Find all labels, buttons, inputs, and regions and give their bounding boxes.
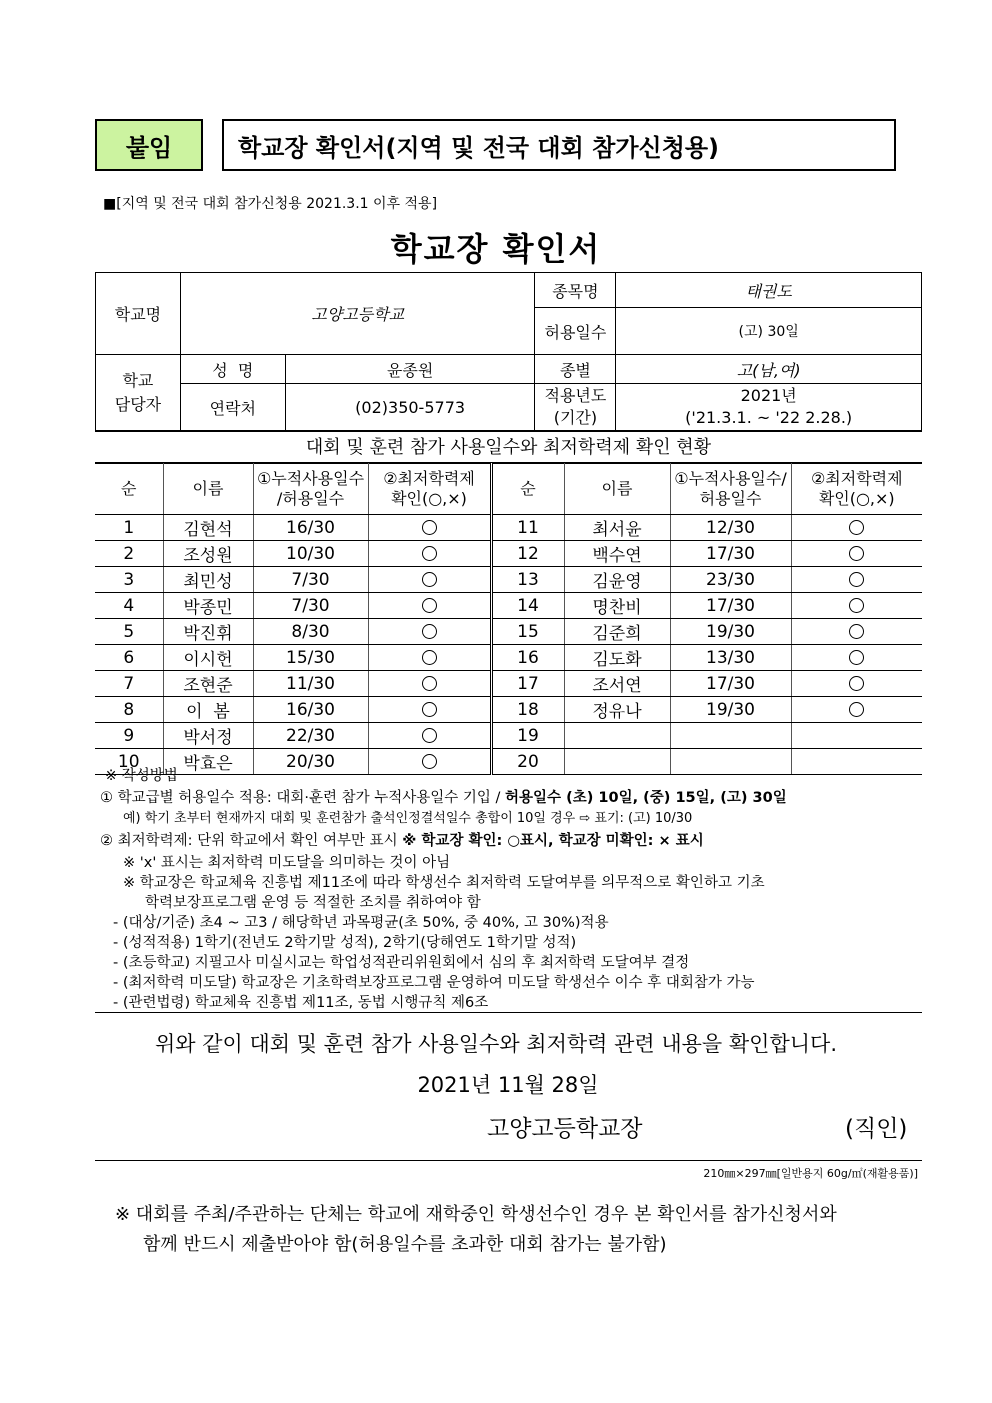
student-no: 10	[95, 749, 163, 775]
table-row	[95, 671, 922, 697]
student-no: 19	[491, 723, 564, 749]
table-row	[95, 593, 922, 619]
footer-note-continued: 함께 반드시 제출받아야 함(허용일수를 초과한 대회 참가는 불가함)	[143, 1234, 667, 1255]
student-name: 박진휘	[163, 619, 253, 645]
circle-check-icon	[849, 624, 864, 639]
min-academic-check	[368, 723, 491, 749]
student-no: 20	[491, 749, 564, 775]
instruction-line: - (최저학력 미도달) 학교장은 기초학력보장프로그램 운영하여 미도달 학생선수 이수 후 대회참가 가능	[113, 975, 755, 991]
student-no: 4	[95, 593, 163, 619]
student-no: 13	[491, 567, 564, 593]
instructions-title: ※ 작성방법	[105, 768, 178, 784]
min-academic-check	[791, 541, 922, 567]
student-no: 5	[95, 619, 163, 645]
period-value: ('21.3.1. ~ '22 2.28.)	[685, 408, 853, 427]
student-name: 명찬비	[564, 593, 670, 619]
student-no: 9	[95, 723, 163, 749]
contact-label: 연락처	[180, 384, 285, 431]
table-row	[95, 567, 922, 593]
used-days: 11/30	[253, 671, 368, 697]
student-name: 조서연	[564, 671, 670, 697]
year-value: 2021년	[740, 386, 797, 405]
confirmation-text: 위와 같이 대회 및 훈련 참가 사용일수와 최저학력 관련 내용을 확인합니다.	[154, 1032, 837, 1056]
instruction-line: 학력보장프로그램 운영 등 적절한 조치를 취하여야 함	[145, 895, 481, 911]
min-academic-check	[368, 515, 491, 541]
used-days: 17/30	[670, 671, 791, 697]
used-days: 13/30	[670, 645, 791, 671]
student-name: 최민성	[163, 567, 253, 593]
divider	[95, 1160, 922, 1161]
student-no: 18	[491, 697, 564, 723]
used-days: 20/30	[253, 749, 368, 775]
table-row	[95, 515, 922, 541]
min-academic-check	[368, 541, 491, 567]
student-name: 김준희	[564, 619, 670, 645]
student-no: 8	[95, 697, 163, 723]
school-name-value: 고양고등학교	[180, 273, 535, 355]
instruction-text: ② 최저학력제: 단위 학교에서 확인 여부만 표시	[100, 833, 403, 849]
roster-table	[95, 463, 922, 775]
student-no: 6	[95, 645, 163, 671]
attachment-badge: 붙임	[95, 119, 203, 171]
circle-check-icon	[849, 702, 864, 717]
student-no: 17	[491, 671, 564, 697]
circle-check-icon	[849, 676, 864, 691]
circle-check-icon	[849, 572, 864, 587]
student-name: 김현석	[163, 515, 253, 541]
instruction-bold: 허용일수 (초) 10일, (중) 15일, (고) 30일	[505, 790, 787, 806]
allowed-days-label: 허용일수	[535, 308, 616, 355]
circle-check-icon	[422, 520, 437, 535]
school-info-table	[95, 272, 922, 431]
student-name: 이 봄	[163, 697, 253, 723]
student-name: 최서윤	[564, 515, 670, 541]
seal-placeholder: (직인)	[845, 1116, 908, 1142]
student-name: 김윤영	[564, 567, 670, 593]
instruction-line: - (대상/기준) 초4 ~ 고3 / 해당학년 과목평균(초 50%, 중 40%, 고 30%)적용	[113, 915, 609, 931]
circle-check-icon	[422, 572, 437, 587]
instruction-line: - (성적적용) 1학기(전년도 2학기말 성적), 2학기(당해연도 1학기말 성적)	[113, 935, 577, 951]
min-academic-check	[791, 645, 922, 671]
paper-spec: 210㎜×297㎜[일반용지 60g/㎡(재활용품)]	[703, 1167, 918, 1180]
section-title: 대회 및 훈련 참가 사용일수와 최저학력제 확인 현황	[95, 431, 922, 463]
student-name: 박서정	[163, 723, 253, 749]
min-academic-check	[791, 671, 922, 697]
used-days: 8/30	[253, 619, 368, 645]
student-no: 16	[491, 645, 564, 671]
circle-check-icon	[422, 728, 437, 743]
used-days: 7/30	[253, 567, 368, 593]
min-academic-check	[791, 619, 922, 645]
sport-value: 태권도	[616, 273, 922, 308]
circle-check-icon	[422, 546, 437, 561]
min-academic-check	[791, 515, 922, 541]
student-name: 조성원	[163, 541, 253, 567]
used-days: 22/30	[253, 723, 368, 749]
student-name: 김도화	[564, 645, 670, 671]
min-academic-check	[368, 697, 491, 723]
year-cell	[616, 384, 922, 431]
header-check: ②최저학력제 확인(○,×)	[791, 464, 922, 515]
table-row	[95, 541, 922, 567]
header-name: 이름	[163, 464, 253, 515]
document-date: 2021년 11월 28일	[417, 1073, 599, 1097]
min-academic-check	[791, 697, 922, 723]
application-note: ■[지역 및 전국 대회 참가신청용 2021.3.1 이후 적용]	[103, 196, 438, 212]
used-days: 10/30	[253, 541, 368, 567]
header-name: 이름	[564, 464, 670, 515]
min-academic-check	[368, 619, 491, 645]
min-academic-check	[791, 567, 922, 593]
student-no: 12	[491, 541, 564, 567]
student-name: 백수연	[564, 541, 670, 567]
student-name	[564, 723, 670, 749]
allowed-days-value: (고) 30일	[616, 308, 922, 355]
header-days: ①누적사용일수/ 허용일수	[670, 464, 791, 515]
circle-check-icon	[849, 598, 864, 613]
document-header-title: 학교장 확인서(지역 및 전국 대회 참가신청용)	[222, 119, 896, 171]
used-days: 7/30	[253, 593, 368, 619]
instruction-line	[100, 829, 704, 850]
instruction-line: ※ 학교장은 학교체육 진흥법 제11조에 따라 학생선수 최저학력 도달여부를 의무적으로 확인하고 기초	[123, 875, 765, 891]
roster-header-row	[95, 464, 922, 515]
table-row	[95, 645, 922, 671]
student-no: 7	[95, 671, 163, 697]
circle-check-icon	[422, 650, 437, 665]
circle-check-icon	[422, 676, 437, 691]
circle-check-icon	[849, 520, 864, 535]
header-check: ②최저학력제 확인(○,×)	[368, 464, 491, 515]
student-no: 15	[491, 619, 564, 645]
year-label: 적용년도 (기간)	[535, 384, 616, 431]
student-no: 2	[95, 541, 163, 567]
used-days: 23/30	[670, 567, 791, 593]
circle-check-icon	[422, 624, 437, 639]
student-name: 이시헌	[163, 645, 253, 671]
circle-check-icon	[849, 650, 864, 665]
used-days: 17/30	[670, 541, 791, 567]
student-name: 조현준	[163, 671, 253, 697]
used-days: 17/30	[670, 593, 791, 619]
used-days: 19/30	[670, 697, 791, 723]
student-name: 박효은	[163, 749, 253, 775]
name-value: 윤종원	[285, 355, 535, 384]
header-no: 순	[491, 464, 564, 515]
instruction-bold: ※ 학교장 확인: ○표시, 학교장 미확인: × 표시	[402, 833, 704, 849]
gender-value: 고(남,여)	[616, 355, 922, 384]
manager-label: 학교 담당자	[96, 355, 181, 431]
table-row	[95, 723, 922, 749]
school-name-label: 학교명	[96, 273, 181, 355]
min-academic-check	[791, 723, 922, 749]
table-row	[95, 697, 922, 723]
min-academic-check	[368, 645, 491, 671]
circle-check-icon	[849, 546, 864, 561]
min-academic-check	[368, 671, 491, 697]
page-title: 학교장 확인서	[390, 230, 602, 268]
instruction-line: - (관련법령) 학교체육 진흥법 제11조, 동법 시행규칙 제6조	[113, 995, 489, 1011]
min-academic-check	[368, 567, 491, 593]
circle-check-icon	[422, 702, 437, 717]
header-days: ①누적사용일수 /허용일수	[253, 464, 368, 515]
student-name: 박종민	[163, 593, 253, 619]
student-no: 14	[491, 593, 564, 619]
contact-value: (02)350-5773	[285, 384, 535, 431]
used-days: 16/30	[253, 515, 368, 541]
footer-note: ※ 대회를 주최/주관하는 단체는 학교에 재학중인 학생선수인 경우 본 확인서를 참가신청서와	[115, 1204, 837, 1225]
student-no: 3	[95, 567, 163, 593]
instruction-line	[100, 786, 787, 807]
student-name: 정유나	[564, 697, 670, 723]
used-days	[670, 723, 791, 749]
student-no: 1	[95, 515, 163, 541]
used-days: 16/30	[253, 697, 368, 723]
instruction-line: ※ 'x' 표시는 최저학력 미도달을 의미하는 것이 아님	[123, 855, 451, 871]
instruction-text: ① 학교급별 허용일수 적용: 대회·훈련 참가 누적사용일수 기입 /	[100, 790, 506, 806]
min-academic-check	[368, 593, 491, 619]
gender-label: 종별	[535, 355, 616, 384]
used-days: 15/30	[253, 645, 368, 671]
name-label: 성 명	[180, 355, 285, 384]
instruction-line: - (초등학교) 지필고사 미실시교는 학업성적관리위원회에서 심의 후 최저학력 도달여부 결정	[113, 955, 690, 971]
circle-check-icon	[422, 598, 437, 613]
student-no: 11	[491, 515, 564, 541]
signer-name: 고양고등학교장	[487, 1116, 643, 1142]
instruction-line: 예) 학기 초부터 현재까지 대회 및 훈련참가 출석인정결석일수 총합이 10일 경우 ⇨ 표기: (고) 10/30	[123, 811, 693, 826]
writing-instructions	[95, 764, 922, 1013]
table-row	[95, 619, 922, 645]
used-days: 19/30	[670, 619, 791, 645]
min-academic-check	[791, 593, 922, 619]
header-no: 순	[95, 464, 163, 515]
used-days: 12/30	[670, 515, 791, 541]
sport-label: 종목명	[535, 273, 616, 308]
